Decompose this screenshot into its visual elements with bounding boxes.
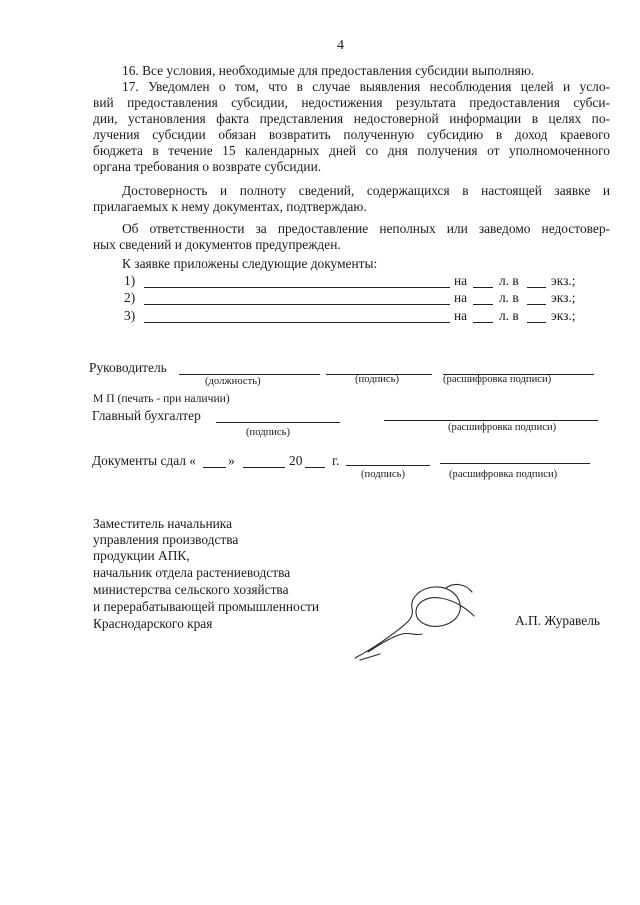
signatory-position-line-6: и перерабатывающей промышленности (93, 599, 320, 614)
page-number: 4 (337, 38, 344, 53)
attachment-na: на (454, 308, 468, 323)
position-caption: (должность) (205, 376, 261, 387)
paragraph-17-line-1: 17. Уведомлен о том, что в случае выявления несоблюдения целей и усло- (122, 79, 610, 94)
paragraph-17-line-5: бюджета в течение 15 календарных дней со дня получения от уполномоченного (93, 143, 610, 158)
accountant-decode-line[interactable] (384, 420, 598, 421)
head-position-line[interactable] (179, 374, 320, 375)
handwritten-signature (350, 578, 490, 668)
docs-quote-close: » (228, 453, 235, 468)
signatory-position-line-4: начальник отдела растениеводства (93, 565, 291, 580)
attachment-copies-label: экз.; (551, 273, 576, 288)
attachment-number: 2) (124, 290, 136, 305)
docs-signature-caption: (подпись) (361, 469, 405, 480)
attachment-copies-line[interactable] (527, 322, 546, 323)
responsibility-line-1: Об ответственности за предоставление неполных или заведомо недостовер- (122, 221, 610, 236)
docs-year-line[interactable] (305, 467, 325, 468)
attachment-number: 1) (124, 273, 136, 288)
signer-name: А.П. Журавель (515, 613, 601, 628)
accountant-label: Главный бухгалтер (92, 408, 201, 423)
attachment-copies-label: экз.; (551, 308, 576, 323)
signatory-position-line-7: Краснодарского края (93, 616, 213, 631)
accountant-signature-caption: (подпись) (246, 427, 290, 438)
attachment-copies-label: экз.; (551, 290, 576, 305)
attachment-sheets-label: л. в (499, 273, 519, 288)
docs-month-line[interactable] (243, 467, 285, 468)
accountant-decode-caption: (расшифровка подписи) (448, 422, 557, 433)
paragraph-17-line-6: органа требования о возврате субсидии. (93, 159, 322, 174)
paragraph-16: 16. Все условия, необходимые для предоставления субсидии выполняю. (122, 63, 535, 78)
docs-label: Документы сдал « (92, 453, 196, 468)
signatory-position-line-1: Заместитель начальника (93, 516, 233, 531)
docs-year-suffix: г. (332, 453, 340, 468)
docs-decode-caption: (расшифровка подписи) (449, 469, 558, 480)
reliability-line-2: прилагаемых к нему документах, подтверждаю. (93, 199, 367, 214)
accountant-signature-line[interactable] (216, 422, 340, 423)
decode-caption: (расшифровка подписи) (443, 374, 552, 385)
attachment-sheets-line[interactable] (473, 304, 493, 305)
attachment-sheets-line[interactable] (473, 287, 493, 288)
paragraph-17-line-4: лучения субсидии обязан возвратить полученную субсидию в доход краевого (93, 127, 610, 142)
attachments-intro: К заявке приложены следующие документы: (122, 256, 378, 271)
head-label: Руководитель (89, 360, 167, 375)
stamp-label: М П (печать - при наличии) (93, 392, 230, 405)
docs-day-line[interactable] (203, 467, 226, 468)
attachment-name-line[interactable] (144, 287, 450, 288)
attachment-sheets-line[interactable] (473, 322, 493, 323)
attachment-copies-line[interactable] (527, 304, 546, 305)
attachment-sheets-label: л. в (499, 290, 519, 305)
attachment-sheets-label: л. в (499, 308, 519, 323)
signatory-position-line-5: министерства сельского хозяйства (93, 582, 289, 597)
attachment-number: 3) (124, 308, 136, 323)
reliability-line-1: Достоверность и полноту сведений, содержащихся в настоящей заявке и (122, 183, 610, 198)
paragraph-17-line-3: дии, установления факта представления недостоверной информации в целях по- (93, 111, 610, 126)
docs-year-prefix: 20 (289, 453, 303, 468)
paragraph-17-line-2: вий предоставления субсидии, недостижения результата предоставления субси- (93, 95, 610, 110)
docs-decode-line[interactable] (440, 463, 590, 464)
signature-caption: (подпись) (355, 374, 399, 385)
attachment-name-line[interactable] (144, 304, 450, 305)
attachment-copies-line[interactable] (527, 287, 546, 288)
signatory-position-line-2: управления производства (93, 532, 239, 547)
attachment-name-line[interactable] (144, 322, 450, 323)
attachment-na: на (454, 290, 468, 305)
attachment-na: на (454, 273, 468, 288)
responsibility-line-2: ных сведений и документов предупрежден. (93, 237, 341, 252)
signatory-position-line-3: продукции АПК, (93, 548, 190, 563)
docs-signature-line[interactable] (346, 465, 430, 466)
